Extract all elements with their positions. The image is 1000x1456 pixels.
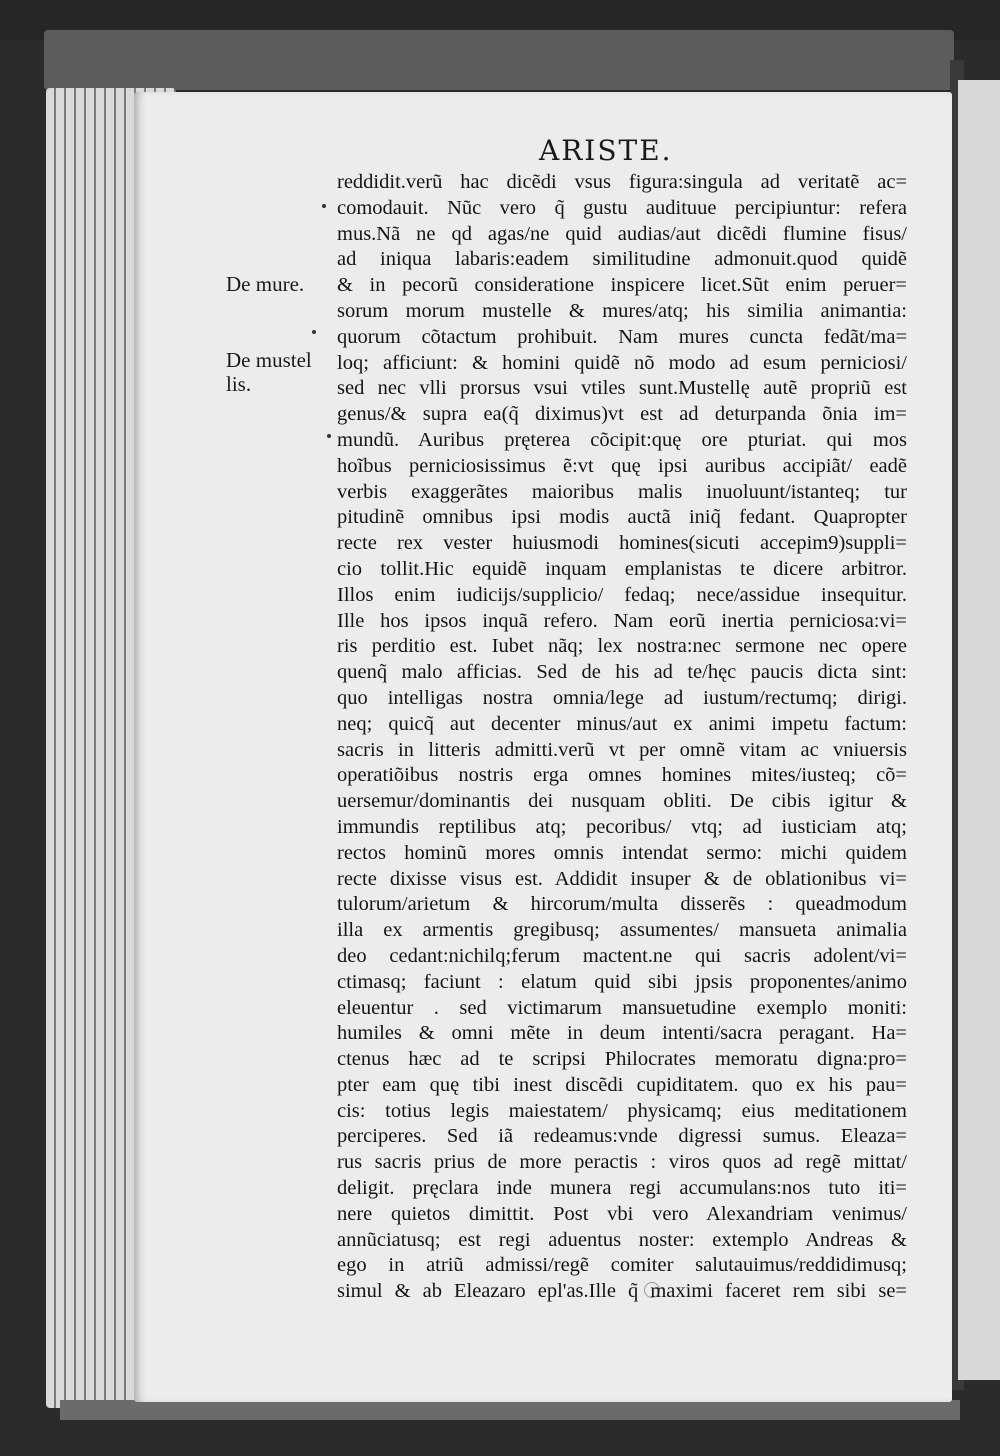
text-line: recte dixisse visus est. Addidit insuper & de oblationibus vi= xyxy=(337,867,907,890)
text-line: ad iniqua labaris:eadem similitudine admonuit.quod quidẽ xyxy=(337,248,907,271)
text-line: ego in atriũ admissi/regẽ comiter salutauimus/reddidimusq; xyxy=(337,1254,907,1277)
text-line: perciperes. Sed iã redeamus:vnde digressi sumus. Eleaza= xyxy=(337,1125,907,1148)
text-line: ctenus hæc ad te scripsi Philocrates memoratu digna:pro= xyxy=(337,1048,907,1071)
text-line: sed nec vlli prorsus vsui vtiles sunt.Mustellę autẽ propriũ est xyxy=(337,377,907,400)
text-line: ctimasq; faciunt : elatum quid sibi jpsis proponentes/animo xyxy=(337,970,907,993)
text-line: humiles & omni mẽte in deum intenti/sacra peragant. Ha= xyxy=(337,1022,907,1045)
text-line: verbis exaggerãtes maioribus malis inuoluunt/istanteq; tur xyxy=(337,480,907,503)
text-line: simul & ab Eleazaro epl'as.Ille q̃ maximi faceret rem sibi se= xyxy=(337,1280,907,1303)
text-line: deligit. pręclara inde munera regi accumulans:nos tuto iti= xyxy=(337,1177,907,1200)
text-line: illa ex armentis gregibusq; assumentes/ mansueta animalia xyxy=(337,919,907,942)
text-line: mus.Nã ne qd agas/ne quid audias/aut dicẽdi flumine fisus/ xyxy=(337,222,907,245)
book-page xyxy=(134,92,952,1402)
ink-dot xyxy=(322,204,326,208)
text-line: annũciatusq; est regi aduentus noster: extemplo Andreas & xyxy=(337,1228,907,1251)
text-line: loq; afficiunt: & homini quidẽ nõ modo ad esum perniciosi/ xyxy=(337,351,907,374)
running-header: ARISTE. xyxy=(539,134,673,167)
text-line: genus/& supra ea(q̃ diximus)vt est ad deturpanda õnia im= xyxy=(337,403,907,426)
text-line: recte rex vester huiusmodi homines(sicuti accepim9)suppli= xyxy=(337,532,907,555)
text-line: quorum cõtactum prohibuit. Nam mures cuncta fedãt/ma= xyxy=(337,325,907,348)
text-line: & in pecorũ consideratione inspicere licet.Sũt enim peruer= xyxy=(337,274,907,297)
text-line: deo cedant:nichilq;ferum mactent.ne qui sacris adolent/vi= xyxy=(337,944,907,967)
text-line: comodauit. Nũc vero q̃ gustu audituue percipiuntur: refera xyxy=(337,196,907,219)
text-line: Ille hos ipsos inquã refero. Nam eorũ inertia perniciosa:vi= xyxy=(337,609,907,632)
text-line: pter eam quę tibi inest discẽdi cupiditatem. quo ex his pau= xyxy=(337,1073,907,1096)
text-line: nere quietos dimittit. Post vbi vero Alexandriam venimus/ xyxy=(337,1202,907,1225)
text-line: pitudinẽ omnibus ipsi modis auctã iniq̃ fedant. Quapropter xyxy=(337,506,907,529)
text-line: hoĩbus perniciosissimus ẽ:vt quę ipsi auribus accipiãt/ eadẽ xyxy=(337,454,907,477)
ink-dot xyxy=(312,330,316,334)
text-line: eleuentur . sed victimarum mansuetudine exemplo moniti: xyxy=(337,996,907,1019)
margin-note-de-mure: De mure. xyxy=(226,272,305,296)
text-line: quo intelligas nostra omnia/lege ad iustum/rectumq; dirigi. xyxy=(337,686,907,709)
text-line: sorum morum mustelle & mures/atq; his similia animantia: xyxy=(337,299,907,322)
ink-dot xyxy=(327,434,331,438)
text-line: neq; quicq̃ aut decenter minus/aut ex animi impetu factum: xyxy=(337,712,907,735)
main-text-block xyxy=(337,170,907,1305)
text-line: Illos enim iudicijs/supplicio/ fedaq; nece/assidue insequitur. xyxy=(337,583,907,606)
text-line: mundũ. Auribus pręterea cõcipit:quę ore pturiat. qui mos xyxy=(337,428,907,451)
text-line: reddidit.verũ hac dicẽdi vsus figura:singula ad veritatẽ ac= xyxy=(337,171,907,193)
text-line: rus sacris prius de more peractis : viros quos ad regẽ mittat/ xyxy=(337,1151,907,1174)
text-line: operatiõibus nostris erga omnes homines mites/iusteq; cõ= xyxy=(337,764,907,787)
text-line: tulorum/arietum & hircorum/multa disserẽs : queadmodum xyxy=(337,893,907,916)
book-top-edge xyxy=(44,30,954,90)
text-line: cis: totius legis maiestatem/ physicamq; eius meditationem xyxy=(337,1099,907,1122)
facing-page-edge xyxy=(958,80,1000,1380)
text-line: sacris in litteris admitti.verũ vt per omnẽ vitam ac vniuersis xyxy=(337,738,907,761)
text-line: rectos hominũ mores omnis intendat sermo: michi quidem xyxy=(337,841,907,864)
text-line: immundis reptilibus atq; pecoribus/ vtq; ad iusticiam atq; xyxy=(337,815,907,838)
text-line: ris perditio est. Iubet nãq; lex nostra:nec sermone nec opere xyxy=(337,635,907,658)
margin-note-de-mustellis-continuation: lis. xyxy=(226,372,252,396)
page-bottom-edge xyxy=(60,1400,960,1420)
margin-note-de-mustellis: De mustel xyxy=(226,348,312,372)
text-line: quenq̃ malo afficias. Sed de his ad te/hęc paucis dicta sint: xyxy=(337,661,907,684)
text-line: uersemur/dominantis dei nusquam obliti. De cibis igitur & xyxy=(337,790,907,813)
text-line: cio tollit.Hic equidẽ inquam emplanistas te dicere arbitror. xyxy=(337,557,907,580)
